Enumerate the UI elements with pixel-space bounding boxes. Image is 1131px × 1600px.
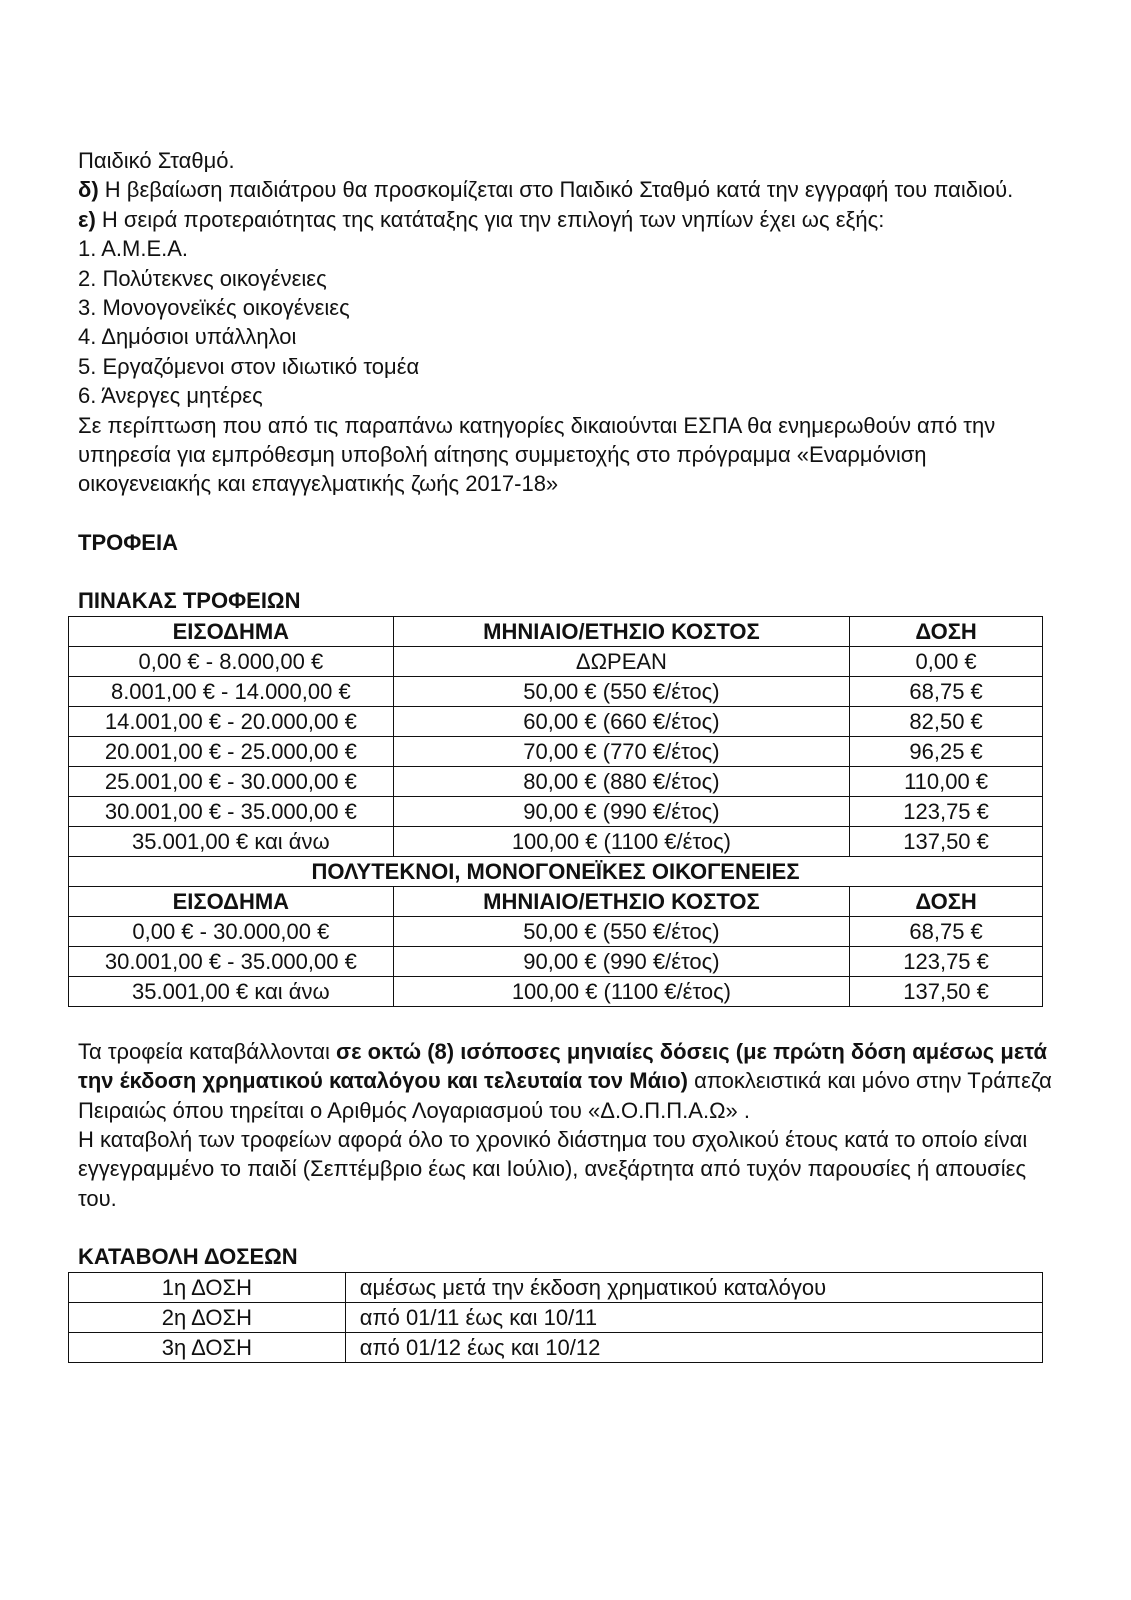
- cell-income: 20.001,00 € - 25.000,00 €: [69, 736, 394, 766]
- cell-cost: 70,00 € (770 €/έτος): [393, 736, 849, 766]
- clause-e-label: ε): [78, 206, 96, 232]
- cell-cost: 90,00 € (990 €/έτος): [393, 796, 849, 826]
- clause-d-label: δ): [78, 177, 99, 203]
- table-row: [69, 1302, 1043, 1332]
- cell-cost: 100,00 € (1100 €/έτος): [393, 826, 849, 856]
- table-subheading-row: [69, 856, 1043, 886]
- cell-income: 0,00 € - 30.000,00 €: [69, 916, 394, 946]
- intro-line: Παιδικό Σταθμό.: [78, 148, 235, 173]
- cell-installment-number: 2η ΔΟΣΗ: [69, 1302, 346, 1332]
- cell-cost: 90,00 € (990 €/έτος): [393, 946, 849, 976]
- priority-item: 3. Μονογονεϊκές οικογένειες: [78, 295, 350, 321]
- priority-item: 6. Άνεργες μητέρες: [78, 383, 263, 409]
- cell-installment: 0,00 €: [850, 646, 1043, 676]
- priority-item: 4. Δημόσιοι υπάλληλοι: [78, 324, 297, 350]
- priority-item: 2. Πολύτεκνες οικογένειες: [78, 265, 327, 291]
- table-row: [69, 706, 1043, 736]
- cell-cost: 60,00 € (660 €/έτος): [393, 706, 849, 736]
- table-row: [69, 676, 1043, 706]
- cell-income: 8.001,00 € - 14.000,00 €: [69, 676, 394, 706]
- table-row: [69, 646, 1043, 676]
- payment-text-end: αποκλειστικά και μόνο στην Τράπεζα Πειραιώς όπου τηρείται ο Αριθμός Λογαριασμού του «Δ.Ο.Π.Π.Α.Ω» .: [78, 1068, 1052, 1123]
- payment-text-bold: σε οκτώ (8) ισόποσες μηνιαίες δόσεις (με πρώτη δόση αμέσως μετά την έκδοση χρηματικού καταλόγου και τελευταία τον Μάιο): [78, 1038, 1047, 1094]
- header-income: ΕΙΣΟΔΗΜΑ: [69, 616, 394, 646]
- table-row: [69, 976, 1043, 1006]
- cell-installment: 96,25 €: [850, 736, 1043, 766]
- priority-item: 5. Εργαζόμενοι στον ιδιωτικό τομέα: [78, 353, 420, 379]
- clause-e: [78, 205, 1053, 234]
- cell-cost: 50,00 € (550 €/έτος): [393, 916, 849, 946]
- header-installment: ΔΟΣΗ: [850, 616, 1043, 646]
- document-page: [78, 146, 1053, 1363]
- table-row: [69, 916, 1043, 946]
- cell-installment: 68,75 €: [850, 916, 1043, 946]
- table-header-row: [69, 886, 1043, 916]
- cell-income: 35.001,00 € και άνω: [69, 976, 394, 1006]
- priority-item: 1. Α.Μ.Ε.Α.: [78, 236, 189, 262]
- payment-period-paragraph: Η καταβολή των τροφείων αφορά όλο το χρονικό διάστημα του σχολικού έτους κατά το οποίο είναι εγγεγραμμένο το παιδί (Σεπτέμβριο έως και Ιούλιο), ανεξάρτητα από τυχόν παρουσίες ή απουσίες του.: [78, 1126, 1028, 1211]
- cell-cost: 100,00 € (1100 €/έτος): [393, 976, 849, 1006]
- cell-cost: ΔΩΡΕΑΝ: [393, 646, 849, 676]
- cell-income: 30.001,00 € - 35.000,00 €: [69, 946, 394, 976]
- cell-income: 0,00 € - 8.000,00 €: [69, 646, 394, 676]
- table-row: [69, 826, 1043, 856]
- cell-installment: 68,75 €: [850, 676, 1043, 706]
- cell-installment-number: 3η ΔΟΣΗ: [69, 1332, 346, 1362]
- clause-d-text: Η βεβαίωση παιδιάτρου θα προσκομίζεται στο Παιδικό Σταθμό κατά την εγγραφή του παιδιού.: [98, 177, 1014, 203]
- clause-e-text: Η σειρά προτεραιότητας της κατάταξης για την επιλογή των νηπίων έχει ως εξής:: [95, 206, 885, 232]
- header-income: ΕΙΣΟΔΗΜΑ: [69, 886, 394, 916]
- table-row: [69, 1272, 1043, 1302]
- fees-table: [68, 616, 1043, 1007]
- table-row: [69, 1332, 1043, 1362]
- cell-cost: 80,00 € (880 €/έτος): [393, 766, 849, 796]
- cell-installment-period: από 01/12 έως και 10/12: [345, 1332, 1042, 1362]
- cell-installment-period: από 01/11 έως και 10/11: [345, 1302, 1042, 1332]
- table-row: [69, 736, 1043, 766]
- dues-table: [68, 1272, 1043, 1363]
- cell-income: 25.001,00 € - 30.000,00 €: [69, 766, 394, 796]
- cell-installment: 123,75 €: [850, 796, 1043, 826]
- cell-installment: 123,75 €: [850, 946, 1043, 976]
- espa-paragraph: Σε περίπτωση που από τις παραπάνω κατηγορίες δικαιούνται ΕΣΠΑ θα ενημερωθούν από την υπηρεσία για εμπρόθεσμη υποβολή αίτησης συμμετοχής στο πρόγραμμα «Εναρμόνιση οικογενειακής και επαγγελματικής ζωής 2017-18»: [78, 412, 996, 497]
- fees-heading: ΤΡΟΦΕΙΑ: [78, 529, 178, 555]
- fees-table-title: ΠΙΝΑΚΑΣ ΤΡΟΦΕΙΩΝ: [78, 588, 301, 614]
- cell-income: 14.001,00 € - 20.000,00 €: [69, 706, 394, 736]
- clause-d: [78, 175, 1053, 204]
- table-row: [69, 946, 1043, 976]
- table-subheading: ΠΟΛΥΤΕΚΝΟΙ, ΜΟΝΟΓΟΝΕΪΚΕΣ ΟΙΚΟΓΕΝΕΙΕΣ: [69, 856, 1043, 886]
- header-installment: ΔΟΣΗ: [850, 886, 1043, 916]
- header-cost: ΜΗΝΙΑΙΟ/ΕΤΗΣΙΟ ΚΟΣΤΟΣ: [393, 616, 849, 646]
- cell-installment-number: 1η ΔΟΣΗ: [69, 1272, 346, 1302]
- payment-paragraph: [78, 1037, 1053, 1125]
- cell-installment-period: αμέσως μετά την έκδοση χρηματικού καταλόγου: [345, 1272, 1042, 1302]
- cell-installment: 137,50 €: [850, 976, 1043, 1006]
- cell-income: 30.001,00 € - 35.000,00 €: [69, 796, 394, 826]
- dues-title: ΚΑΤΑΒΟΛΗ ΔΟΣΕΩΝ: [78, 1244, 298, 1270]
- cell-cost: 50,00 € (550 €/έτος): [393, 676, 849, 706]
- cell-income: 35.001,00 € και άνω: [69, 826, 394, 856]
- table-row: [69, 796, 1043, 826]
- table-header-row: [69, 616, 1043, 646]
- table-row: [69, 766, 1043, 796]
- header-cost: ΜΗΝΙΑΙΟ/ΕΤΗΣΙΟ ΚΟΣΤΟΣ: [393, 886, 849, 916]
- payment-text-start: Τα τροφεία καταβάλλονται: [78, 1038, 337, 1064]
- cell-installment: 137,50 €: [850, 826, 1043, 856]
- cell-installment: 82,50 €: [850, 706, 1043, 736]
- cell-installment: 110,00 €: [850, 766, 1043, 796]
